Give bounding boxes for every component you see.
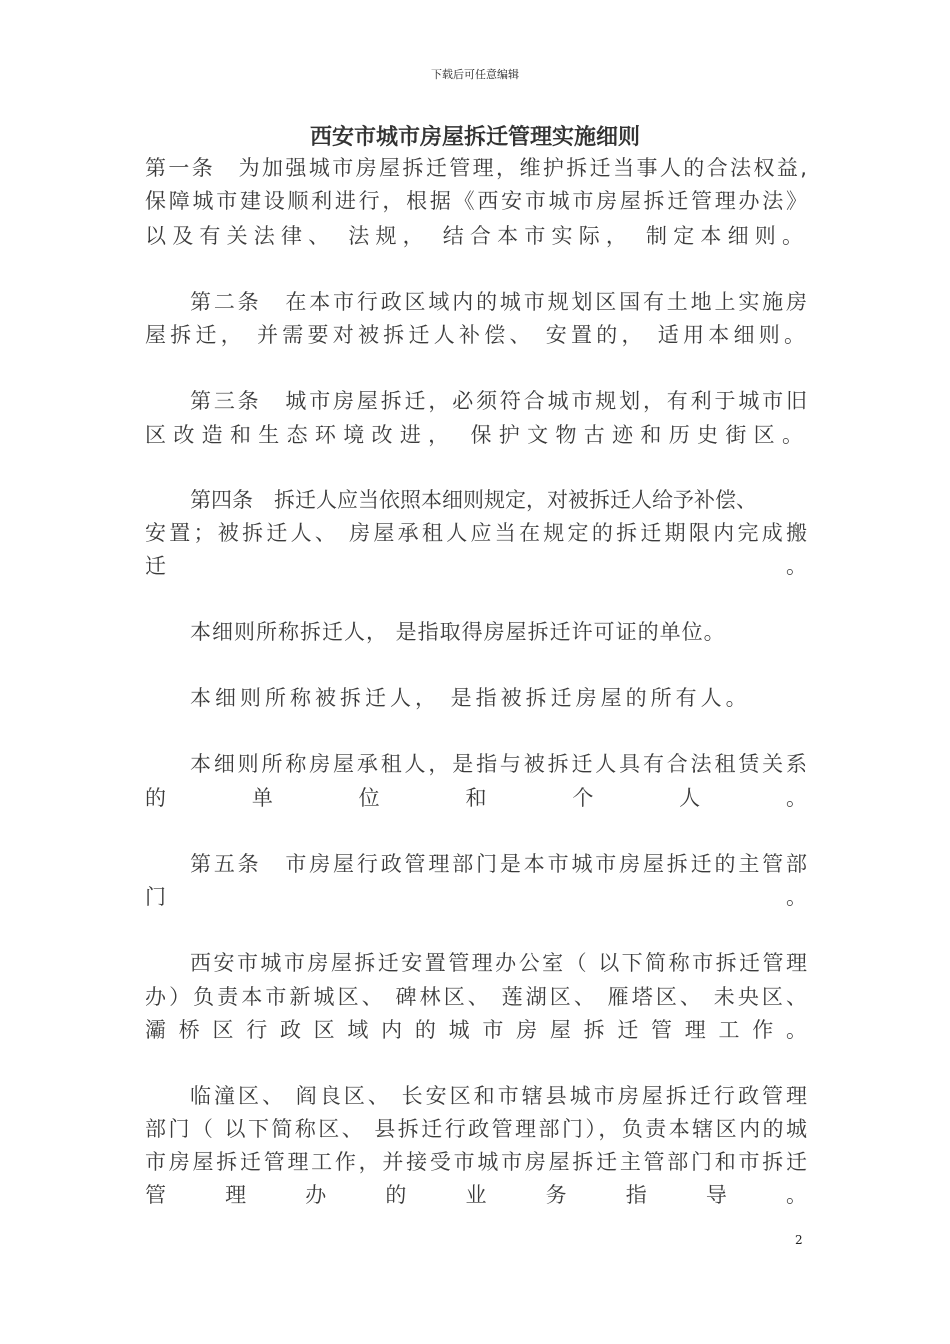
text-line: 门 。 (145, 885, 807, 909)
text-line: 本细则所称被拆迁人， 是指被拆迁房屋的所有人。 (190, 686, 751, 710)
text-line: 灞桥区行政区域内的城市房屋拆迁管理工作。 (145, 1018, 807, 1042)
text-line: 的 单 位 和 个 人 。 (145, 786, 807, 810)
text-line: 第一条 为加强城市房屋拆迁管理，维护拆迁当事人的合法权益, (145, 156, 807, 180)
text-line: 办）负责本市新城区、 碑林区、 莲湖区、 雁塔区、 未央区、 (145, 985, 807, 1009)
text-line: 保障城市建设顺利进行，根据《西安市城市房屋拆迁管理办法》 (145, 189, 807, 213)
text-line: 管 理 办 的 业 务 指 导 。 (145, 1183, 807, 1207)
text-line: 安置；被拆迁人、 房屋承租人应当在规定的拆迁期限内完成搬 (145, 521, 807, 545)
text-line: 西安市城市房屋拆迁安置管理办公室（ 以下简称市拆迁管理 (190, 951, 807, 975)
text-line: 第三条 城市房屋拆迁，必须符合城市规划，有利于城市旧 (190, 389, 807, 413)
page-number: 2 (795, 1233, 803, 1247)
document-title: 西安市城市房屋拆迁管理实施细则 (309, 125, 640, 150)
header-note: 下载后可任意编辑 (431, 68, 519, 81)
text-line: 第五条 市房屋行政管理部门是本市城市房屋拆迁的主管部 (190, 852, 807, 876)
text-line: 第四条 拆迁人应当依照本细则规定，对被拆迁人给予补偿、 (190, 488, 757, 512)
text-line: 本细则所称房屋承租人，是指与被拆迁人具有合法租赁关系 (190, 752, 807, 776)
text-line: 部门（ 以下简称区、 县拆迁行政管理部门），负责本辖区内的城 (145, 1117, 807, 1141)
text-line: 屋拆迁， 并需要对被拆迁人补偿、 安置的， 适用本细则。 (145, 323, 807, 347)
text-line: 第二条 在本市行政区域内的城市规划区国有土地上实施房 (190, 290, 807, 314)
text-line: 以及有关法律、 法规， 结合本市实际， 制定本细则。 (145, 224, 807, 248)
text-line: 临潼区、 阎良区、 长安区和市辖县城市房屋拆迁行政管理 (190, 1084, 807, 1108)
text-line: 市房屋拆迁管理工作，并接受市城市房屋拆迁主管部门和市拆迁 (145, 1150, 807, 1174)
text-line: 迁 。 (145, 554, 807, 578)
text-line: 本细则所称拆迁人， 是指取得房屋拆迁许可证的单位。 (190, 620, 726, 644)
text-line: 区改造和生态环境改进， 保护文物古迹和历史街区。 (145, 423, 807, 447)
